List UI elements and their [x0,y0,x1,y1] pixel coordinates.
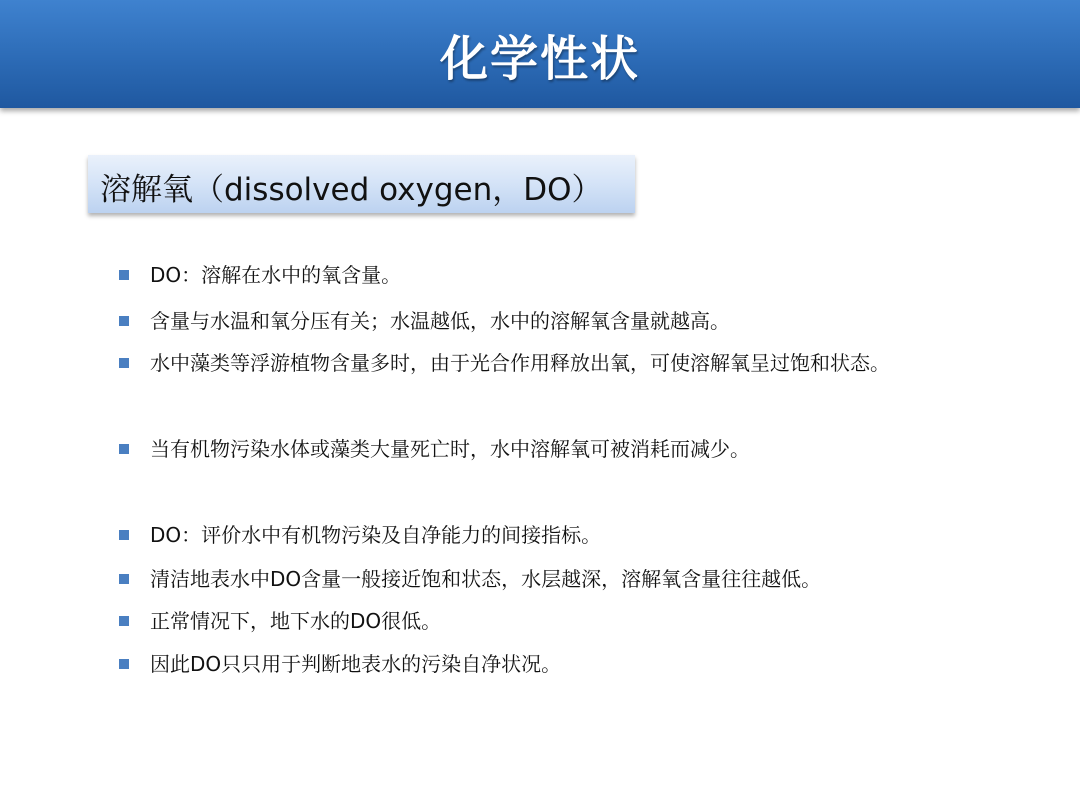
list-item-text: 水中藻类等浮游植物含量多时，由于光合作用释放出氧，可使溶解氧呈过饱和状态。 [150,351,890,375]
list-item-text: 当有机物污染水体或藻类大量死亡时，水中溶解氧可被消耗而减少。 [150,437,750,461]
square-bullet-icon [119,659,129,669]
subtitle-box [88,155,635,213]
square-bullet-icon [119,616,129,626]
subtitle: 溶解氧（dissolved oxygen，DO） [100,172,603,208]
square-bullet-icon [119,316,129,326]
list-item-text: DO：评价水中有机物污染及自净能力的间接指标。 [150,523,602,547]
slide-title: 化学性状 [439,31,640,87]
list-item-text: DO：溶解在水中的氧含量。 [150,263,402,287]
square-bullet-icon [119,530,129,540]
square-bullet-icon [119,358,129,368]
title-bar [0,0,1080,108]
list-item-text: 正常情况下，地下水的DO很低。 [150,609,442,633]
square-bullet-icon [119,444,129,454]
list-item-text: 清洁地表水中DO含量一般接近饱和状态，水层越深，溶解氧含量往往越低。 [150,567,822,591]
list-item-text: 因此DO只只用于判断地表水的污染自净状况。 [150,652,562,676]
square-bullet-icon [119,574,129,584]
square-bullet-icon [119,270,129,280]
list-item-text: 含量与水温和氧分压有关；水温越低，水中的溶解氧含量就越高。 [150,309,730,333]
